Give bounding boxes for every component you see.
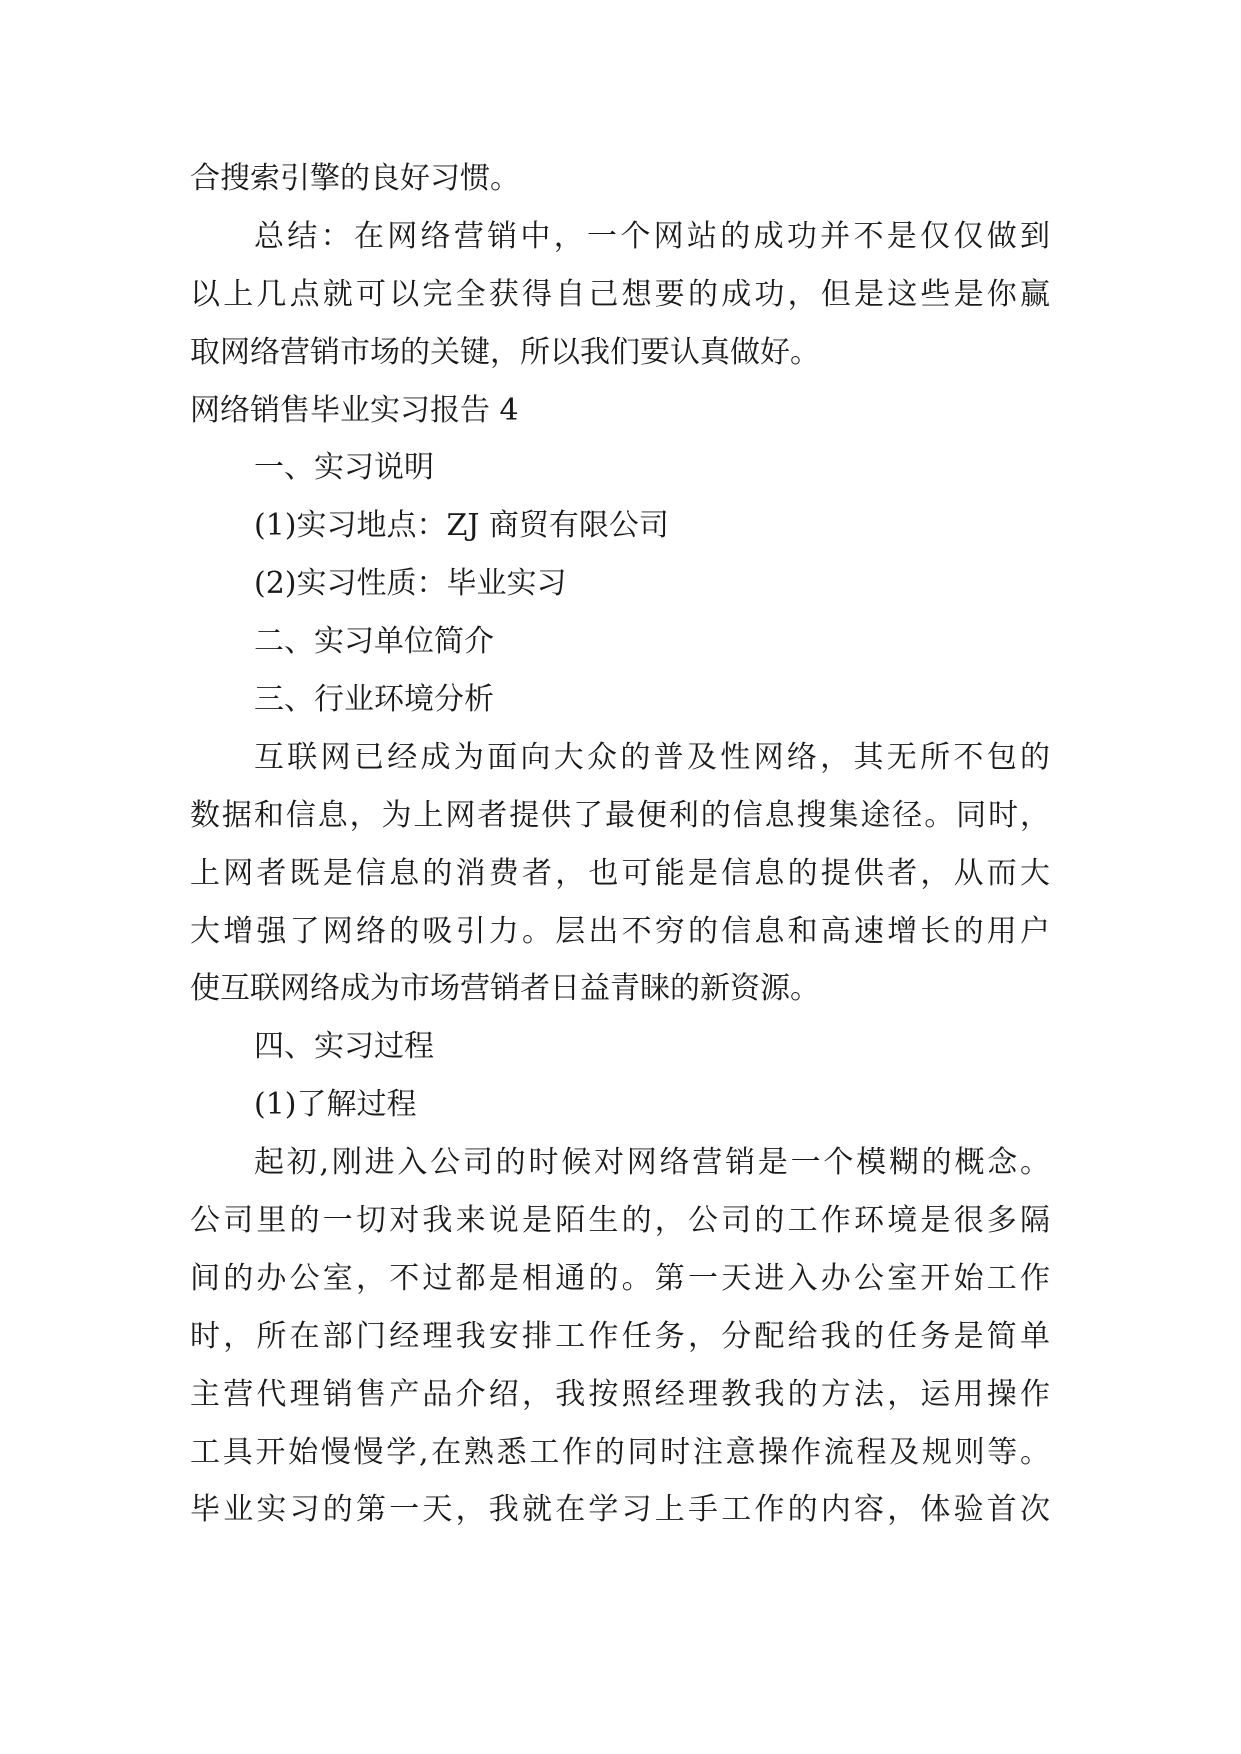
- paragraph-line: 上网者既是信息的消费者，也可能是信息的提供者，从而大: [190, 855, 1050, 891]
- paragraph-line: 合搜索引擎的良好习惯。: [190, 161, 520, 196]
- section-heading: 二、实习单位简介: [254, 624, 494, 660]
- subsection-heading: (1)了解过程: [254, 1087, 417, 1123]
- section-heading: 三、行业环境分析: [254, 682, 494, 718]
- paragraph-line: 互联网已经成为面向大众的普及性网络，其无所不包的: [254, 739, 1050, 775]
- report-title: 网络销售毕业实习报告 4: [190, 392, 519, 428]
- paragraph-line: 工具开始慢慢学,在熟悉工作的同时注意操作流程及规则等。: [190, 1434, 1050, 1470]
- paragraph-line: 取网络营销市场的关键，所以我们要认真做好。: [190, 334, 820, 370]
- paragraph-line: 时，所在部门经理我安排工作任务，分配给我的任务是简单: [190, 1318, 1050, 1354]
- paragraph-line: 使互联网络成为市场营销者日益青睐的新资源。: [190, 971, 820, 1007]
- paragraph-line: 毕业实习的第一天，我就在学习上手工作的内容，体验首次: [190, 1492, 1050, 1528]
- paragraph-line: 总结：在网络营销中，一个网站的成功并不是仅仅做到: [254, 218, 1050, 254]
- document-body: [190, 150, 1050, 1539]
- section-heading: 一、实习说明: [254, 450, 434, 486]
- paragraph-line: 公司里的一切对我来说是陌生的，公司的工作环境是很多隔: [190, 1203, 1050, 1239]
- paragraph-line: 起初,刚进入公司的时候对网络营销是一个模糊的概念。: [254, 1145, 1050, 1181]
- list-item: (2)实习性质：毕业实习: [254, 566, 567, 602]
- paragraph-line: 数据和信息，为上网者提供了最便利的信息搜集途径。同时，: [190, 797, 1050, 833]
- paragraph-line: 以上几点就可以完全获得自己想要的成功，但是这些是你赢: [190, 276, 1050, 312]
- list-item: (1)实习地点：ZJ 商贸有限公司: [254, 508, 669, 544]
- section-heading: 四、实习过程: [254, 1029, 434, 1065]
- paragraph-line: 大增强了网络的吸引力。层出不穷的信息和高速增长的用户: [190, 913, 1050, 949]
- paragraph-line: 主营代理销售产品介绍，我按照经理教我的方法，运用操作: [190, 1376, 1050, 1412]
- paragraph-line: 间的办公室，不过都是相通的。第一天进入办公室开始工作: [190, 1260, 1050, 1296]
